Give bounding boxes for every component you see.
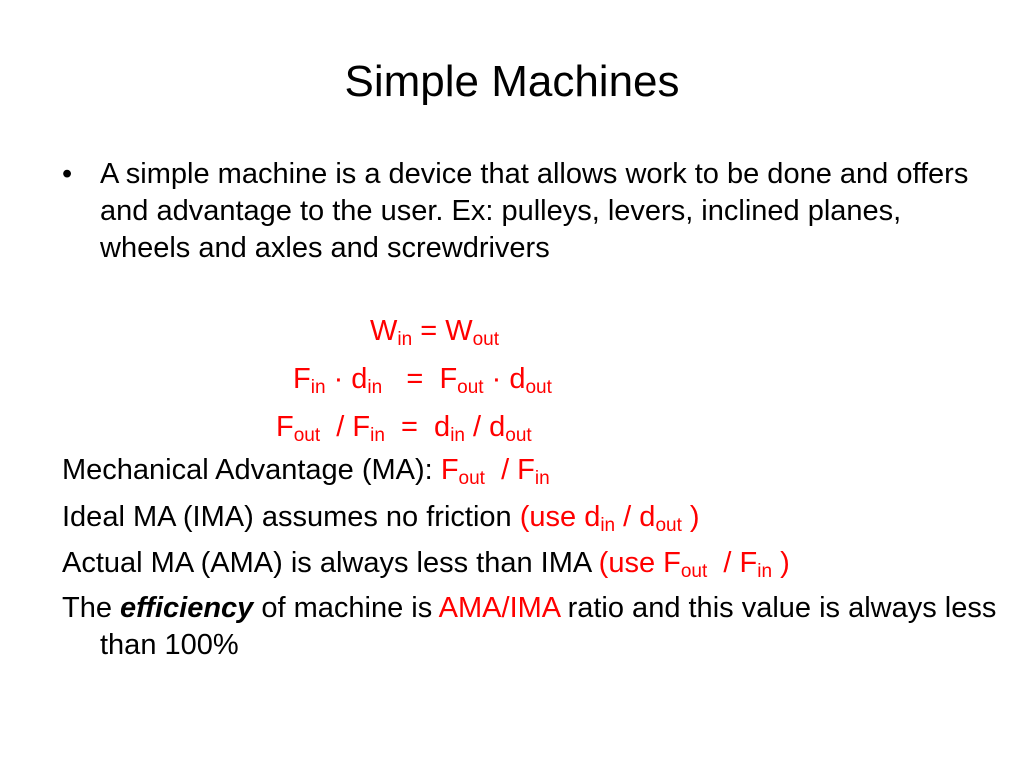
- line-label: Actual MA (AMA) is always less than IMA: [62, 547, 599, 579]
- line-efficiency: [62, 590, 1000, 664]
- line-ideal-ma: [62, 499, 992, 536]
- line-mechanical-advantage: [62, 452, 992, 489]
- eq-term: / F: [707, 547, 758, 579]
- line-label: Mechanical Advantage (MA):: [62, 454, 441, 486]
- eq-symbol: W: [370, 315, 398, 347]
- eq-term: (use d: [519, 501, 601, 533]
- eq-subscript: in: [397, 329, 413, 350]
- eq-subscript: out: [655, 515, 682, 536]
- eq-subscript: out: [457, 377, 484, 398]
- equation-force-distance: [293, 361, 552, 398]
- eq-term: · d: [325, 363, 368, 395]
- equation-ratio: [276, 409, 532, 446]
- bullet-text: A simple machine is a device that allows work to be done and offers and advantage to the user. Ex: pulleys, levers, inclined planes, wheels and axles and screwdrivers: [100, 158, 969, 264]
- eq-term: = d: [384, 411, 451, 443]
- eq-symbol: F: [440, 454, 459, 486]
- eq-term: / F: [484, 454, 535, 486]
- line-label: Ideal MA (IMA) assumes no friction: [62, 501, 520, 533]
- equation-work: [370, 313, 499, 350]
- eq-subscript: in: [310, 377, 326, 398]
- eq-subscript: out: [505, 425, 532, 446]
- eq-symbol: W: [445, 315, 473, 347]
- eq-subscript: out: [458, 468, 485, 489]
- eq-term: / d: [464, 411, 506, 443]
- slide-title: Simple Machines: [344, 57, 680, 106]
- eq-subscript: in: [367, 377, 383, 398]
- eq-subscript: in: [600, 515, 616, 536]
- line-label: of machine is: [253, 592, 439, 624]
- emphasis-efficiency: efficiency: [120, 592, 254, 624]
- eq-term: ): [681, 501, 700, 533]
- eq-term: ): [772, 547, 790, 579]
- eq-subscript: out: [293, 425, 321, 446]
- eq-operator: =: [412, 315, 446, 347]
- bullet-item: [62, 156, 992, 267]
- eq-term: = F: [382, 363, 458, 395]
- eq-subscript: out: [525, 377, 552, 398]
- eq-subscript: out: [472, 329, 500, 350]
- eq-subscript: in: [534, 468, 550, 489]
- eq-symbol: F: [293, 363, 311, 395]
- line-label: ratio and this value is always less than 100%: [100, 592, 997, 661]
- eq-term: / d: [615, 501, 656, 533]
- eq-term: · d: [483, 363, 526, 395]
- line-actual-ma: [62, 545, 992, 582]
- bullet-icon: •: [62, 158, 73, 190]
- eq-symbol: F: [276, 411, 294, 443]
- eq-subscript: in: [370, 425, 385, 446]
- eq-subscript: in: [757, 561, 773, 582]
- eq-subscript: in: [450, 425, 465, 446]
- eq-subscript: out: [680, 561, 708, 582]
- line-label: The: [62, 592, 121, 624]
- eq-term: (use F: [598, 547, 681, 579]
- ratio-highlight: AMA/IMA: [438, 592, 560, 624]
- eq-term: / F: [320, 411, 371, 443]
